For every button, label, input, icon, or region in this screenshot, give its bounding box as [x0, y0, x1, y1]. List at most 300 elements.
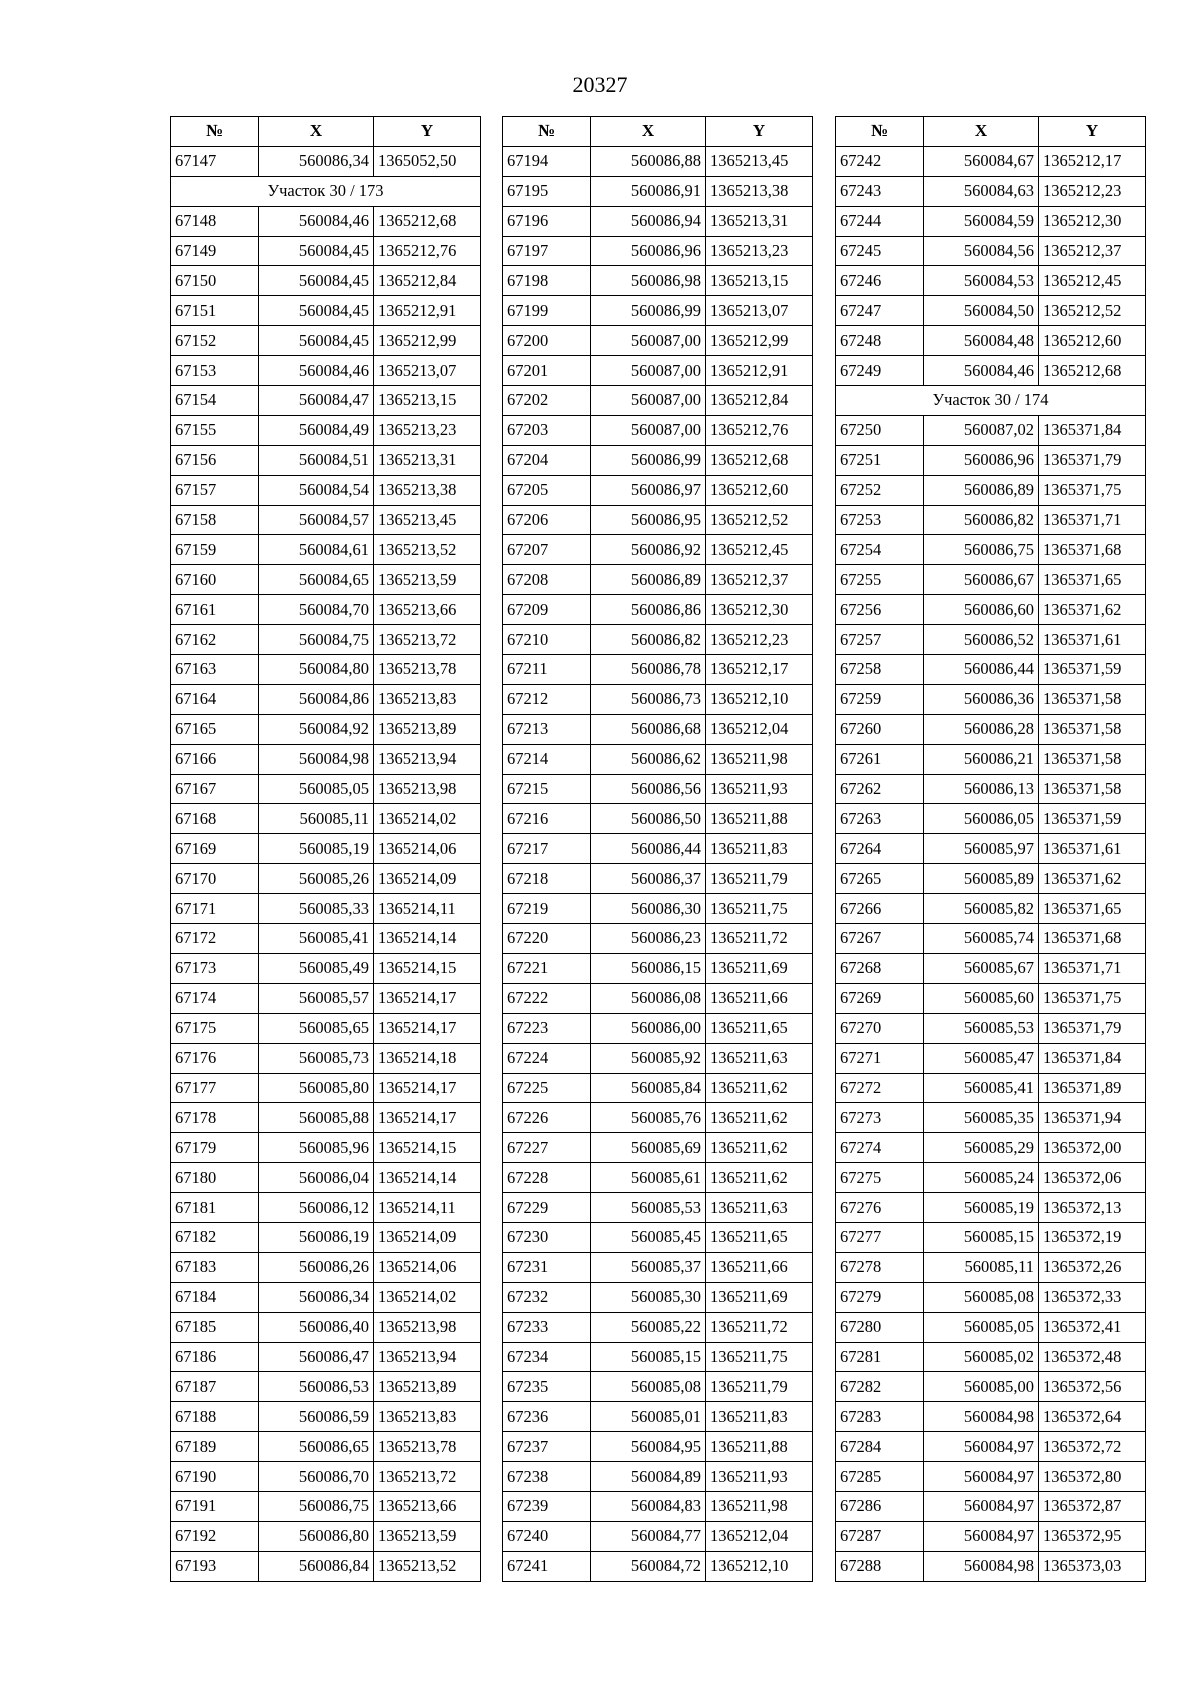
table-row — [836, 445, 1146, 475]
y-coordinate: 1365213,31 — [706, 206, 813, 236]
x-coordinate: 560085,97 — [924, 834, 1039, 864]
point-number: 67218 — [503, 864, 591, 894]
point-number: 67251 — [836, 445, 924, 475]
y-coordinate: 1365371,59 — [1039, 655, 1146, 685]
point-number: 67192 — [171, 1521, 259, 1551]
table-row — [503, 804, 813, 834]
table-row — [171, 1342, 481, 1372]
y-coordinate: 1365212,23 — [1039, 176, 1146, 206]
x-coordinate: 560084,47 — [259, 386, 374, 416]
x-coordinate: 560086,78 — [591, 655, 706, 685]
point-number: 67186 — [171, 1342, 259, 1372]
x-coordinate: 560086,52 — [924, 625, 1039, 655]
point-number: 67259 — [836, 684, 924, 714]
table-row — [836, 1073, 1146, 1103]
x-coordinate: 560085,49 — [259, 953, 374, 983]
x-coordinate: 560086,70 — [259, 1462, 374, 1492]
y-coordinate: 1365213,72 — [374, 1462, 481, 1492]
point-number: 67276 — [836, 1193, 924, 1223]
point-number: 67235 — [503, 1372, 591, 1402]
y-coordinate: 1365373,03 — [1039, 1551, 1146, 1581]
y-coordinate: 1365213,38 — [374, 475, 481, 505]
point-number: 67161 — [171, 595, 259, 625]
point-number: 67157 — [171, 475, 259, 505]
y-coordinate: 1365212,99 — [706, 326, 813, 356]
table-row — [836, 1252, 1146, 1282]
point-number: 67178 — [171, 1103, 259, 1133]
y-coordinate: 1365213,83 — [374, 1402, 481, 1432]
table-row — [503, 565, 813, 595]
table-row — [836, 1013, 1146, 1043]
x-coordinate: 560085,41 — [924, 1073, 1039, 1103]
table-row — [171, 834, 481, 864]
x-coordinate: 560085,30 — [591, 1282, 706, 1312]
x-coordinate: 560084,50 — [924, 296, 1039, 326]
table-row — [171, 625, 481, 655]
table-row — [171, 1013, 481, 1043]
y-coordinate: 1365214,17 — [374, 1073, 481, 1103]
y-coordinate: 1365211,62 — [706, 1133, 813, 1163]
point-number: 67257 — [836, 625, 924, 655]
point-number: 67176 — [171, 1043, 259, 1073]
x-coordinate: 560086,21 — [924, 744, 1039, 774]
x-coordinate: 560086,96 — [591, 236, 706, 266]
point-number: 67148 — [171, 206, 259, 236]
x-coordinate: 560086,88 — [591, 146, 706, 176]
y-coordinate: 1365213,78 — [374, 1432, 481, 1462]
point-number: 67252 — [836, 475, 924, 505]
y-coordinate: 1365371,75 — [1039, 475, 1146, 505]
x-coordinate: 560085,84 — [591, 1073, 706, 1103]
x-coordinate: 560086,05 — [924, 804, 1039, 834]
point-number: 67196 — [503, 206, 591, 236]
y-coordinate: 1365212,30 — [1039, 206, 1146, 236]
point-number: 67275 — [836, 1163, 924, 1193]
y-coordinate: 1365371,65 — [1039, 894, 1146, 924]
x-coordinate: 560085,19 — [259, 834, 374, 864]
point-number: 67214 — [503, 744, 591, 774]
table-row — [836, 1521, 1146, 1551]
point-number: 67261 — [836, 744, 924, 774]
point-number: 67229 — [503, 1193, 591, 1223]
point-number: 67173 — [171, 953, 259, 983]
y-coordinate: 1365211,88 — [706, 804, 813, 834]
x-coordinate: 560085,88 — [259, 1103, 374, 1133]
y-coordinate: 1365214,15 — [374, 1133, 481, 1163]
x-coordinate: 560085,76 — [591, 1103, 706, 1133]
point-number: 67199 — [503, 296, 591, 326]
point-number: 67210 — [503, 625, 591, 655]
table-row — [503, 146, 813, 176]
x-coordinate: 560084,59 — [924, 206, 1039, 236]
x-coordinate: 560086,97 — [591, 475, 706, 505]
table-row — [836, 296, 1146, 326]
y-coordinate: 1365371,58 — [1039, 714, 1146, 744]
table-row — [503, 655, 813, 685]
x-coordinate: 560084,61 — [259, 535, 374, 565]
point-number: 67201 — [503, 356, 591, 386]
point-number: 67268 — [836, 953, 924, 983]
y-coordinate: 1365052,50 — [374, 146, 481, 176]
table-row — [836, 864, 1146, 894]
table-row — [503, 1043, 813, 1073]
point-number: 67227 — [503, 1133, 591, 1163]
table-row — [171, 386, 481, 416]
y-coordinate: 1365213,66 — [374, 595, 481, 625]
table-row — [503, 1013, 813, 1043]
x-coordinate: 560085,08 — [924, 1282, 1039, 1312]
y-coordinate: 1365213,89 — [374, 714, 481, 744]
x-coordinate: 560086,60 — [924, 595, 1039, 625]
x-coordinate: 560087,00 — [591, 326, 706, 356]
point-number: 67248 — [836, 326, 924, 356]
table-row — [836, 1551, 1146, 1581]
table-row — [836, 1342, 1146, 1372]
x-coordinate: 560086,99 — [591, 445, 706, 475]
table-row — [836, 146, 1146, 176]
table-row — [836, 535, 1146, 565]
table-row — [503, 953, 813, 983]
table-row — [171, 565, 481, 595]
y-coordinate: 1365211,72 — [706, 1312, 813, 1342]
y-coordinate: 1365214,09 — [374, 864, 481, 894]
x-coordinate: 560085,08 — [591, 1372, 706, 1402]
y-coordinate: 1365372,13 — [1039, 1193, 1146, 1223]
point-number: 67233 — [503, 1312, 591, 1342]
y-coordinate: 1365371,58 — [1039, 744, 1146, 774]
table-row — [171, 1133, 481, 1163]
y-coordinate: 1365211,75 — [706, 1342, 813, 1372]
table-row — [171, 1193, 481, 1223]
point-number: 67255 — [836, 565, 924, 595]
y-coordinate: 1365212,04 — [706, 1521, 813, 1551]
table-row — [836, 684, 1146, 714]
point-number: 67197 — [503, 236, 591, 266]
point-number: 67209 — [503, 595, 591, 625]
y-coordinate: 1365211,93 — [706, 774, 813, 804]
point-number: 67204 — [503, 445, 591, 475]
point-number: 67238 — [503, 1462, 591, 1492]
table-row — [836, 266, 1146, 296]
y-coordinate: 1365214,06 — [374, 1252, 481, 1282]
y-coordinate: 1365212,52 — [706, 505, 813, 535]
y-coordinate: 1365211,69 — [706, 953, 813, 983]
x-coordinate: 560085,11 — [924, 1252, 1039, 1282]
table-row — [171, 1402, 481, 1432]
point-number: 67175 — [171, 1013, 259, 1043]
table-row — [836, 1402, 1146, 1432]
point-number: 67254 — [836, 535, 924, 565]
x-coordinate: 560084,49 — [259, 415, 374, 445]
y-coordinate: 1365213,31 — [374, 445, 481, 475]
point-number: 67150 — [171, 266, 259, 296]
x-coordinate: 560086,62 — [591, 744, 706, 774]
point-number: 67206 — [503, 505, 591, 535]
x-coordinate: 560084,95 — [591, 1432, 706, 1462]
y-coordinate: 1365371,59 — [1039, 804, 1146, 834]
x-coordinate: 560086,67 — [924, 565, 1039, 595]
point-number: 67280 — [836, 1312, 924, 1342]
x-coordinate: 560085,24 — [924, 1163, 1039, 1193]
x-coordinate: 560086,92 — [591, 535, 706, 565]
y-coordinate: 1365211,65 — [706, 1013, 813, 1043]
y-coordinate: 1365212,37 — [1039, 236, 1146, 266]
x-coordinate: 560086,50 — [591, 804, 706, 834]
table-body — [503, 146, 813, 1581]
table-row — [503, 834, 813, 864]
x-coordinate: 560086,23 — [591, 924, 706, 954]
y-coordinate: 1365213,98 — [374, 774, 481, 804]
point-number: 67266 — [836, 894, 924, 924]
point-number: 67274 — [836, 1133, 924, 1163]
table-row — [836, 983, 1146, 1013]
y-coordinate: 1365211,98 — [706, 1491, 813, 1521]
x-coordinate: 560086,75 — [924, 535, 1039, 565]
table-row — [171, 1372, 481, 1402]
y-coordinate: 1365214,14 — [374, 924, 481, 954]
point-number: 67260 — [836, 714, 924, 744]
y-coordinate: 1365371,61 — [1039, 834, 1146, 864]
x-coordinate: 560086,91 — [591, 176, 706, 206]
x-coordinate: 560085,05 — [259, 774, 374, 804]
table-row — [836, 804, 1146, 834]
y-coordinate: 1365211,98 — [706, 744, 813, 774]
table-row — [171, 1432, 481, 1462]
y-coordinate: 1365372,00 — [1039, 1133, 1146, 1163]
point-number: 67240 — [503, 1521, 591, 1551]
point-number: 67180 — [171, 1163, 259, 1193]
y-coordinate: 1365211,93 — [706, 1462, 813, 1492]
table-row — [836, 415, 1146, 445]
y-coordinate: 1365372,95 — [1039, 1521, 1146, 1551]
table-row — [503, 864, 813, 894]
x-coordinate: 560085,29 — [924, 1133, 1039, 1163]
table-row — [836, 1372, 1146, 1402]
x-coordinate: 560086,00 — [591, 1013, 706, 1043]
point-number: 67281 — [836, 1342, 924, 1372]
table-row — [171, 953, 481, 983]
table-row — [171, 445, 481, 475]
x-coordinate: 560084,46 — [924, 356, 1039, 386]
point-number: 67184 — [171, 1282, 259, 1312]
point-number: 67182 — [171, 1222, 259, 1252]
y-coordinate: 1365214,06 — [374, 834, 481, 864]
point-number: 67195 — [503, 176, 591, 206]
table-row — [503, 356, 813, 386]
x-coordinate: 560086,15 — [591, 953, 706, 983]
y-coordinate: 1365214,11 — [374, 1193, 481, 1223]
y-coordinate: 1365213,66 — [374, 1491, 481, 1521]
point-number: 67179 — [171, 1133, 259, 1163]
point-number: 67277 — [836, 1222, 924, 1252]
point-number: 67158 — [171, 505, 259, 535]
point-number: 67234 — [503, 1342, 591, 1372]
table-row — [836, 744, 1146, 774]
table-row — [503, 326, 813, 356]
point-number: 67200 — [503, 326, 591, 356]
table-row — [503, 744, 813, 774]
point-number: 67239 — [503, 1491, 591, 1521]
table-row — [503, 1133, 813, 1163]
x-coordinate: 560085,53 — [591, 1193, 706, 1223]
y-coordinate: 1365213,45 — [706, 146, 813, 176]
table-row — [171, 356, 481, 386]
y-coordinate: 1365371,71 — [1039, 505, 1146, 535]
x-coordinate: 560084,80 — [259, 655, 374, 685]
point-number: 67205 — [503, 475, 591, 505]
table-header-row — [171, 117, 481, 147]
table-row — [836, 1043, 1146, 1073]
y-coordinate: 1365214,09 — [374, 1222, 481, 1252]
table-row — [836, 505, 1146, 535]
table-row — [836, 1312, 1146, 1342]
table-row — [503, 1282, 813, 1312]
x-coordinate: 560084,97 — [924, 1521, 1039, 1551]
point-number: 67224 — [503, 1043, 591, 1073]
y-coordinate: 1365371,68 — [1039, 535, 1146, 565]
x-coordinate: 560084,75 — [259, 625, 374, 655]
x-coordinate: 560085,65 — [259, 1013, 374, 1043]
table-row — [503, 774, 813, 804]
x-coordinate: 560086,26 — [259, 1252, 374, 1282]
y-coordinate: 1365212,04 — [706, 714, 813, 744]
table-row — [836, 924, 1146, 954]
x-coordinate: 560085,22 — [591, 1312, 706, 1342]
table-row — [503, 1521, 813, 1551]
table-row — [836, 1462, 1146, 1492]
table-header-row — [836, 117, 1146, 147]
section-row — [836, 386, 1146, 416]
x-coordinate: 560086,36 — [924, 684, 1039, 714]
y-coordinate: 1365214,02 — [374, 1282, 481, 1312]
table-row — [836, 565, 1146, 595]
table-row — [503, 535, 813, 565]
y-coordinate: 1365371,75 — [1039, 983, 1146, 1013]
table-row — [171, 1163, 481, 1193]
table-row — [503, 1252, 813, 1282]
x-coordinate: 560085,80 — [259, 1073, 374, 1103]
table-row — [171, 864, 481, 894]
x-coordinate: 560086,40 — [259, 1312, 374, 1342]
table-row — [836, 1491, 1146, 1521]
y-coordinate: 1365211,65 — [706, 1222, 813, 1252]
table-row — [171, 236, 481, 266]
y-coordinate: 1365213,59 — [374, 565, 481, 595]
x-coordinate: 560085,35 — [924, 1103, 1039, 1133]
table-row — [503, 1551, 813, 1581]
table-row — [503, 1222, 813, 1252]
table-row — [171, 684, 481, 714]
table-row — [171, 1073, 481, 1103]
x-coordinate: 560086,37 — [591, 864, 706, 894]
x-coordinate: 560085,37 — [591, 1252, 706, 1282]
table-row — [171, 505, 481, 535]
x-coordinate: 560085,82 — [924, 894, 1039, 924]
y-coordinate: 1365371,61 — [1039, 625, 1146, 655]
table-row — [171, 894, 481, 924]
point-number: 67151 — [171, 296, 259, 326]
y-coordinate: 1365213,72 — [374, 625, 481, 655]
y-coordinate: 1365211,63 — [706, 1043, 813, 1073]
point-number: 67267 — [836, 924, 924, 954]
table-row — [836, 774, 1146, 804]
y-coordinate: 1365213,59 — [374, 1521, 481, 1551]
point-number: 67211 — [503, 655, 591, 685]
point-number: 67250 — [836, 415, 924, 445]
x-coordinate: 560086,86 — [591, 595, 706, 625]
y-coordinate: 1365214,11 — [374, 894, 481, 924]
x-coordinate: 560084,72 — [591, 1551, 706, 1581]
x-coordinate: 560084,63 — [924, 176, 1039, 206]
table-row — [503, 445, 813, 475]
y-coordinate: 1365372,56 — [1039, 1372, 1146, 1402]
y-coordinate: 1365213,94 — [374, 744, 481, 774]
x-coordinate: 560086,44 — [924, 655, 1039, 685]
y-coordinate: 1365211,79 — [706, 864, 813, 894]
table-row — [503, 595, 813, 625]
y-coordinate: 1365212,23 — [706, 625, 813, 655]
x-coordinate: 560086,34 — [259, 146, 374, 176]
table-row — [836, 834, 1146, 864]
y-coordinate: 1365372,87 — [1039, 1491, 1146, 1521]
point-number: 67190 — [171, 1462, 259, 1492]
y-coordinate: 1365372,80 — [1039, 1462, 1146, 1492]
table-row — [836, 1282, 1146, 1312]
table-row — [503, 714, 813, 744]
point-number: 67264 — [836, 834, 924, 864]
table-row — [836, 236, 1146, 266]
point-number: 67187 — [171, 1372, 259, 1402]
point-number: 67188 — [171, 1402, 259, 1432]
x-coordinate: 560085,73 — [259, 1043, 374, 1073]
x-coordinate: 560084,45 — [259, 326, 374, 356]
point-number: 67219 — [503, 894, 591, 924]
x-coordinate: 560084,48 — [924, 326, 1039, 356]
point-number: 67269 — [836, 983, 924, 1013]
table-row — [503, 475, 813, 505]
x-coordinate: 560086,65 — [259, 1432, 374, 1462]
point-number: 67160 — [171, 565, 259, 595]
point-number: 67189 — [171, 1432, 259, 1462]
x-coordinate: 560084,45 — [259, 296, 374, 326]
point-number: 67220 — [503, 924, 591, 954]
table-row — [836, 1163, 1146, 1193]
x-coordinate: 560085,60 — [924, 983, 1039, 1013]
x-coordinate: 560085,57 — [259, 983, 374, 1013]
table-row — [836, 953, 1146, 983]
table-row — [503, 684, 813, 714]
point-number: 67282 — [836, 1372, 924, 1402]
point-number: 67228 — [503, 1163, 591, 1193]
coordinates-table-1 — [170, 116, 481, 1582]
header-y: Y — [1039, 117, 1146, 147]
point-number: 67231 — [503, 1252, 591, 1282]
x-coordinate: 560086,04 — [259, 1163, 374, 1193]
table-row — [171, 774, 481, 804]
table-row — [171, 415, 481, 445]
x-coordinate: 560084,65 — [259, 565, 374, 595]
x-coordinate: 560086,28 — [924, 714, 1039, 744]
y-coordinate: 1365213,23 — [706, 236, 813, 266]
coordinates-table-3 — [835, 116, 1146, 1582]
y-coordinate: 1365211,72 — [706, 924, 813, 954]
point-number: 67164 — [171, 684, 259, 714]
y-coordinate: 1365211,63 — [706, 1193, 813, 1223]
point-number: 67232 — [503, 1282, 591, 1312]
y-coordinate: 1365212,68 — [706, 445, 813, 475]
table-row — [503, 1193, 813, 1223]
y-coordinate: 1365213,78 — [374, 655, 481, 685]
